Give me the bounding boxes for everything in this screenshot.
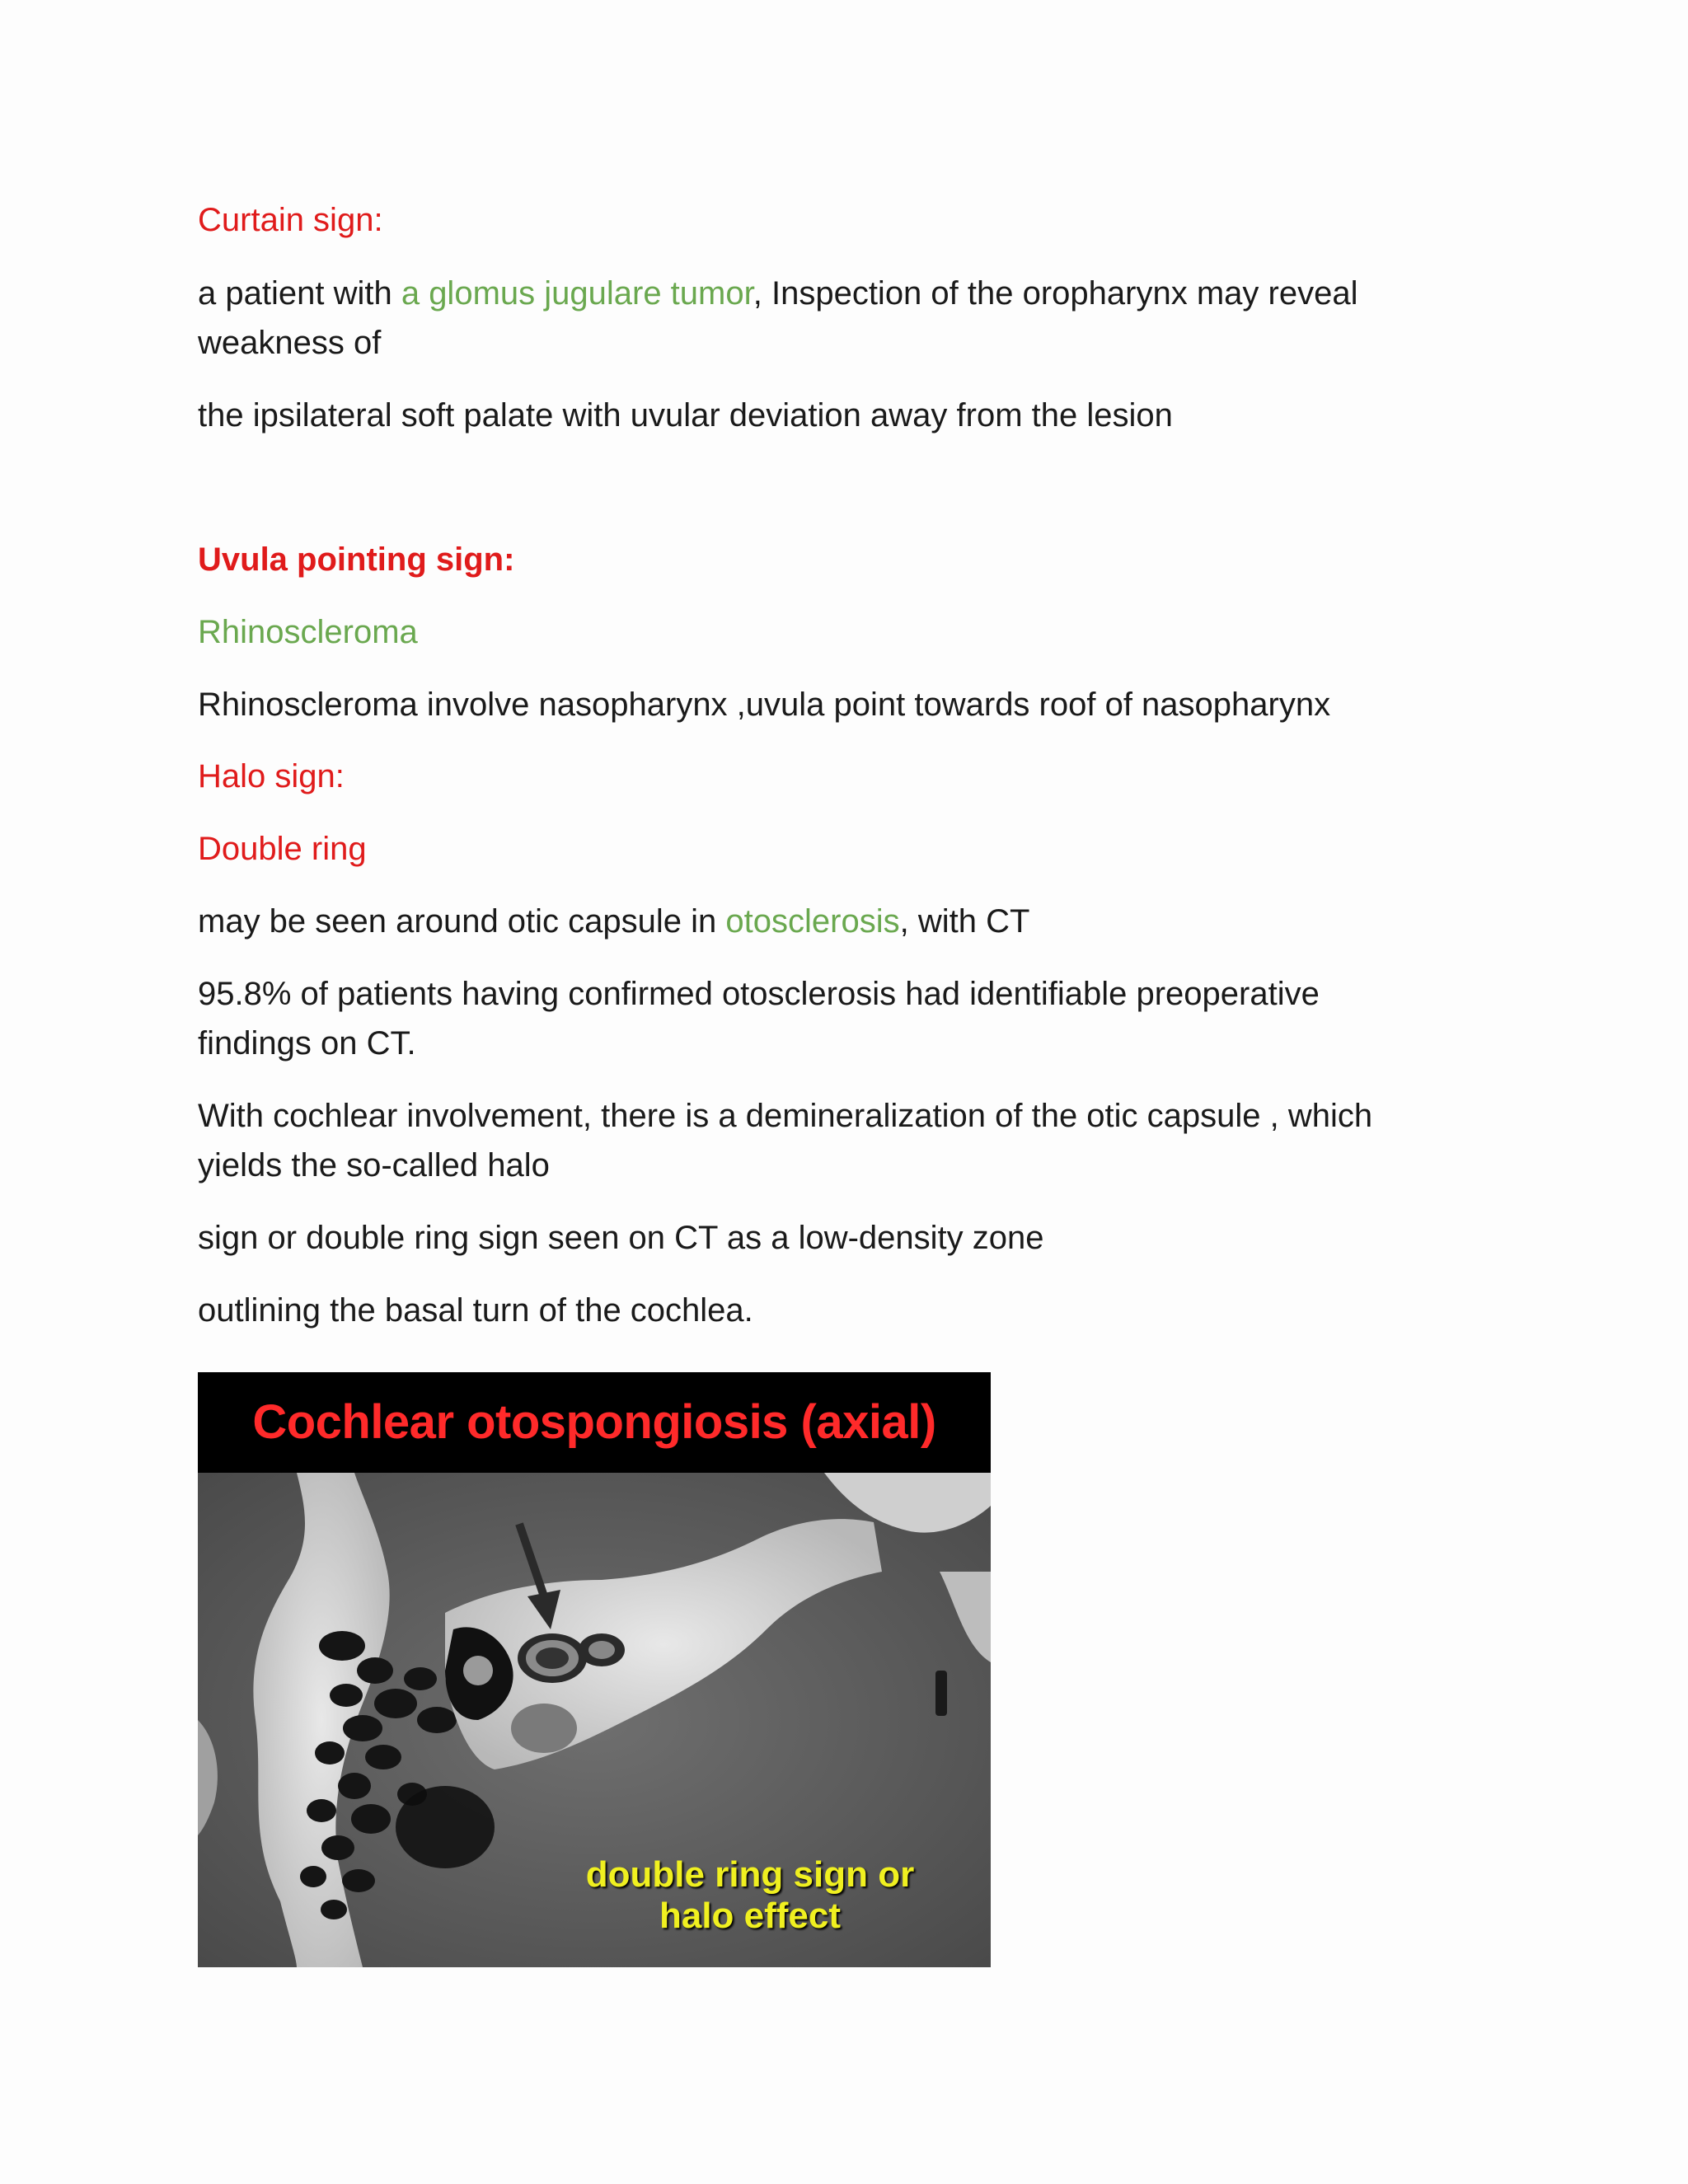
ossicle bbox=[463, 1656, 493, 1685]
halo-paragraph3-line1: With cochlear involvement, there is a demineralization of the otic capsule , which bbox=[198, 1098, 1373, 1134]
halo-p1-pre: may be seen around otic capsule in bbox=[198, 903, 726, 940]
curtain-paragraph-line1 bbox=[198, 269, 1517, 318]
figure-title: Cochlear otospongiosis (axial) bbox=[198, 1372, 991, 1473]
halo-paragraph2-line2: findings on CT. bbox=[198, 1025, 416, 1062]
halo-paragraph5: outlining the basal turn of the cochlea. bbox=[198, 1292, 753, 1329]
uvula-description: Rhinoscleroma involve nasopharynx ,uvula point towards roof of nasopharynx bbox=[198, 687, 1331, 723]
ct-figure bbox=[198, 1372, 991, 1967]
artifact-mark bbox=[935, 1671, 947, 1716]
halo-paragraph4: sign or double ring sign seen on CT as a low-density zone bbox=[198, 1220, 1044, 1256]
figure-caption bbox=[515, 1854, 985, 1937]
curtain-paragraph-line2: weakness of bbox=[198, 325, 382, 361]
caption-line1: double ring sign or bbox=[585, 1854, 915, 1895]
curtain-p1-post: , Inspection of the oropharynx may reveal bbox=[753, 275, 1358, 312]
halo-paragraph3-line2: yields the so-called halo bbox=[198, 1147, 550, 1183]
rhinoscleroma-label: Rhinoscleroma bbox=[198, 614, 418, 650]
halo-paragraph2-line1: 95.8% of patients having confirmed otosclerosis had identifiable preoperative bbox=[198, 976, 1320, 1012]
vestibule bbox=[511, 1704, 577, 1753]
otosclerosis-highlight: otosclerosis bbox=[725, 903, 900, 940]
curtain-sign-heading: Curtain sign: bbox=[198, 202, 383, 238]
halo-p1-post: , with CT bbox=[899, 903, 1030, 940]
jugular-region bbox=[396, 1786, 495, 1868]
double-ring-subheading: Double ring bbox=[198, 831, 367, 867]
glomus-highlight: a glomus jugulare tumor bbox=[401, 275, 753, 312]
halo-paragraph1 bbox=[198, 897, 1517, 946]
uvula-sign-heading: Uvula pointing sign: bbox=[198, 541, 515, 578]
halo-sign-heading: Halo sign: bbox=[198, 758, 345, 794]
curtain-paragraph2: the ipsilateral soft palate with uvular deviation away from the lesion bbox=[198, 397, 1173, 434]
caption-line2: halo effect bbox=[659, 1896, 842, 1936]
curtain-p1-pre: a patient with bbox=[198, 275, 401, 312]
